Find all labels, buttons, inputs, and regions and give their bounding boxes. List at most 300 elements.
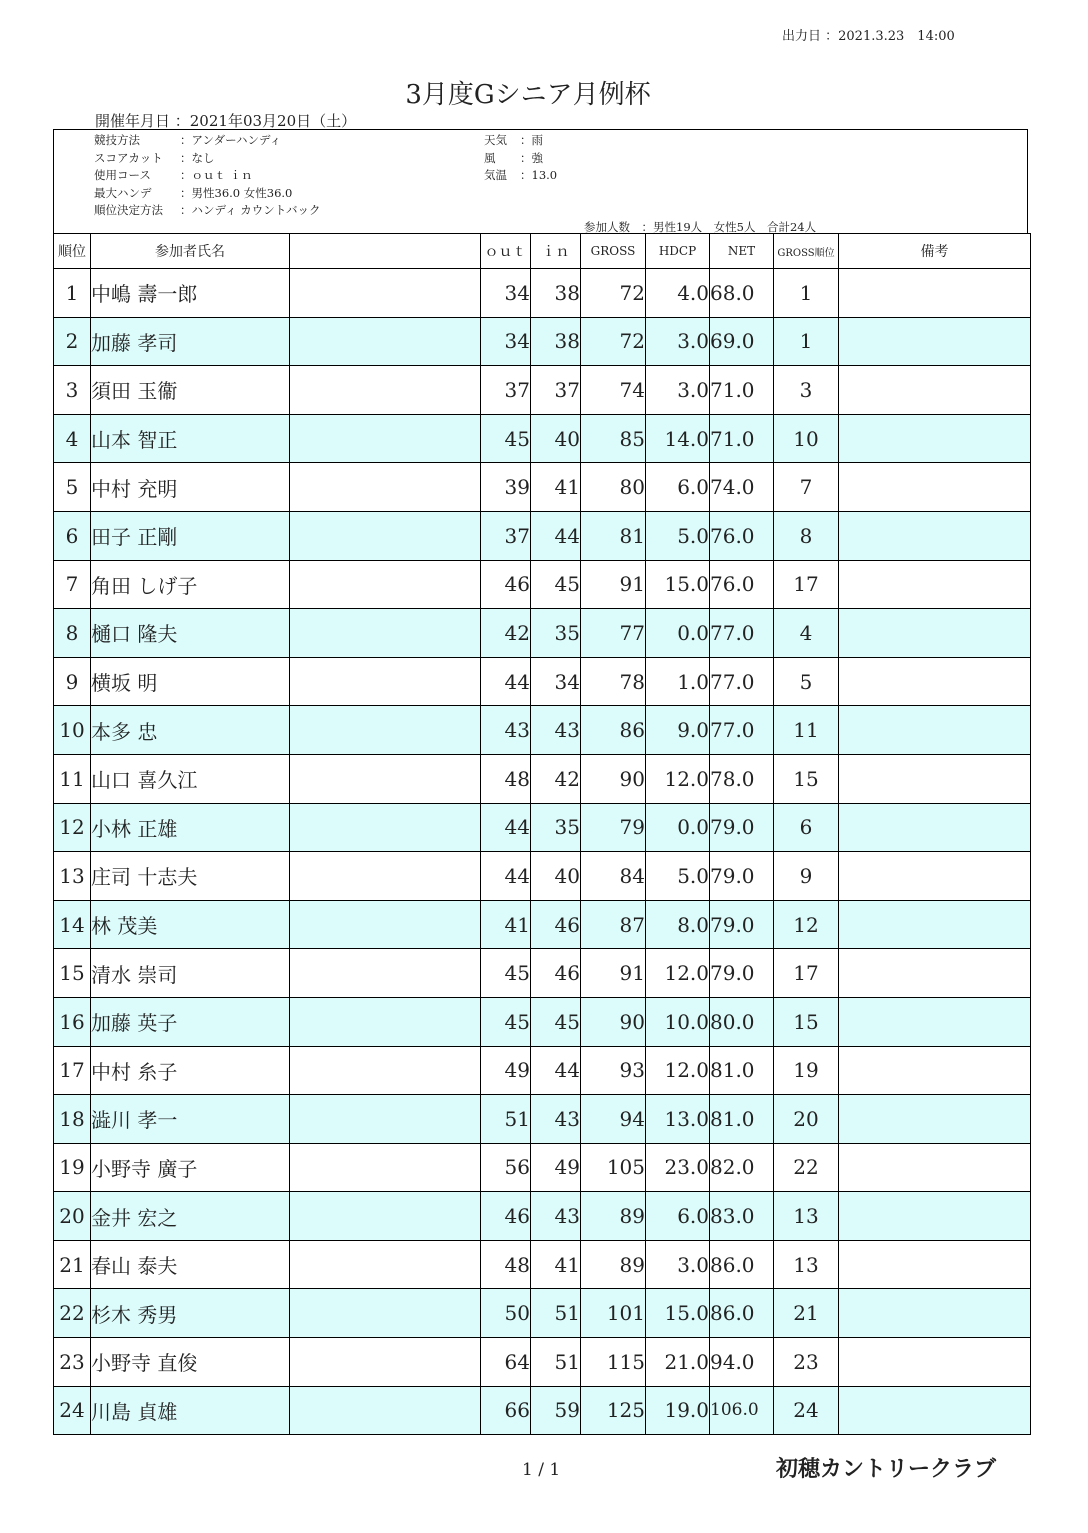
cell-gross-rank: 3	[774, 366, 839, 415]
cell-rank: 18	[54, 1095, 91, 1144]
cell-name: 川島 貞雄	[91, 1386, 290, 1435]
info-right	[484, 132, 557, 185]
cell-net: 76.0	[710, 511, 774, 560]
cell-out: 48	[481, 1240, 531, 1289]
cell-gross-rank: 24	[774, 1386, 839, 1435]
cell-gross: 89	[581, 1240, 646, 1289]
cell-blank	[290, 706, 481, 755]
cell-notes	[839, 852, 1031, 901]
info-row	[484, 167, 557, 185]
cell-in: 44	[531, 511, 581, 560]
cell-hdcp: 15.0	[646, 560, 710, 609]
cell-name: 金井 宏之	[91, 1192, 290, 1241]
cell-out: 43	[481, 706, 531, 755]
cell-gross: 78	[581, 657, 646, 706]
cell-name: 杉木 秀男	[91, 1289, 290, 1338]
cell-net: 77.0	[710, 609, 774, 658]
cell-notes	[839, 366, 1031, 415]
cell-notes	[839, 706, 1031, 755]
col-gross-header: GROSS	[581, 234, 646, 269]
cell-blank	[290, 754, 481, 803]
cell-notes	[839, 949, 1031, 998]
cell-hdcp: 21.0	[646, 1338, 710, 1387]
info-value: ：13.0	[520, 168, 558, 182]
cell-name: 小林 正雄	[91, 803, 290, 852]
table-row	[54, 706, 1031, 755]
table-header-row	[54, 234, 1031, 269]
cell-hdcp: 12.0	[646, 1046, 710, 1095]
cell-name: 清水 崇司	[91, 949, 290, 998]
cell-blank	[290, 997, 481, 1046]
info-row	[94, 202, 321, 220]
competition-info-box	[53, 129, 1028, 233]
cell-notes	[839, 414, 1031, 463]
cell-gross: 101	[581, 1289, 646, 1338]
cell-notes	[839, 463, 1031, 512]
cell-net: 77.0	[710, 657, 774, 706]
info-label: 使用コース	[94, 168, 151, 182]
table-row	[54, 997, 1031, 1046]
cell-gross-rank: 9	[774, 852, 839, 901]
cell-notes	[839, 317, 1031, 366]
cell-hdcp: 6.0	[646, 1192, 710, 1241]
cell-out: 48	[481, 754, 531, 803]
table-row	[54, 511, 1031, 560]
cell-out: 34	[481, 317, 531, 366]
cell-gross: 85	[581, 414, 646, 463]
held-date: 開催年月日 ：2021年03月20日（土）	[95, 112, 357, 130]
info-label: スコアカット	[94, 150, 163, 165]
cell-blank	[290, 1386, 481, 1435]
cell-rank: 17	[54, 1046, 91, 1095]
cell-blank	[290, 1095, 481, 1144]
cell-gross-rank: 7	[774, 463, 839, 512]
cell-blank	[290, 366, 481, 415]
cell-name: 中村 糸子	[91, 1046, 290, 1095]
cell-hdcp: 14.0	[646, 414, 710, 463]
cell-rank: 20	[54, 1192, 91, 1241]
table-row	[54, 1289, 1031, 1338]
info-row	[94, 132, 321, 150]
cell-hdcp: 23.0	[646, 1143, 710, 1192]
cell-notes	[839, 997, 1031, 1046]
cell-gross: 72	[581, 317, 646, 366]
cell-hdcp: 3.0	[646, 317, 710, 366]
cell-gross: 87	[581, 900, 646, 949]
cell-name: 中嶋 壽一郎	[91, 269, 290, 318]
table-row	[54, 949, 1031, 998]
cell-rank: 5	[54, 463, 91, 512]
cell-gross: 72	[581, 269, 646, 318]
cell-in: 40	[531, 414, 581, 463]
club-name: 初穂カントリークラブ	[776, 1457, 997, 1482]
cell-net: 83.0	[710, 1192, 774, 1241]
table-row	[54, 1240, 1031, 1289]
table-row	[54, 1143, 1031, 1192]
cell-rank: 13	[54, 852, 91, 901]
cell-name: 山口 喜久江	[91, 754, 290, 803]
table-row	[54, 803, 1031, 852]
cell-gross: 91	[581, 949, 646, 998]
participant-count: 参加人数 ：男性19人 女性5人 合計24人	[584, 220, 817, 234]
cell-blank	[290, 463, 481, 512]
cell-net: 94.0	[710, 1338, 774, 1387]
cell-in: 45	[531, 997, 581, 1046]
table-row	[54, 1386, 1031, 1435]
cell-name: 横坂 明	[91, 657, 290, 706]
table-row	[54, 900, 1031, 949]
cell-name: 本多 忠	[91, 706, 290, 755]
cell-rank: 2	[54, 317, 91, 366]
table-row	[54, 560, 1031, 609]
table-row	[54, 609, 1031, 658]
cell-out: 50	[481, 1289, 531, 1338]
cell-notes	[839, 269, 1031, 318]
cell-gross-rank: 6	[774, 803, 839, 852]
cell-rank: 15	[54, 949, 91, 998]
info-label: 競技方法	[94, 133, 140, 147]
cell-out: 45	[481, 949, 531, 998]
cell-out: 37	[481, 511, 531, 560]
cell-gross: 80	[581, 463, 646, 512]
cell-blank	[290, 1046, 481, 1095]
cell-out: 45	[481, 414, 531, 463]
info-value: ：男性36.0 女性36.0	[180, 185, 293, 200]
table-row	[54, 366, 1031, 415]
info-row	[94, 167, 321, 185]
cell-gross-rank: 1	[774, 317, 839, 366]
table-row	[54, 414, 1031, 463]
cell-blank	[290, 269, 481, 318]
cell-rank: 24	[54, 1386, 91, 1435]
cell-blank	[290, 1338, 481, 1387]
cell-name: 林 茂美	[91, 900, 290, 949]
cell-gross-rank: 17	[774, 949, 839, 998]
cell-gross-rank: 11	[774, 706, 839, 755]
cell-notes	[839, 1386, 1031, 1435]
col-net-header: NET	[710, 234, 774, 269]
cell-rank: 6	[54, 511, 91, 560]
cell-hdcp: 12.0	[646, 949, 710, 998]
cell-name: 澁川 孝一	[91, 1095, 290, 1144]
cell-rank: 4	[54, 414, 91, 463]
cell-in: 34	[531, 657, 581, 706]
cell-net: 79.0	[710, 852, 774, 901]
cell-name: 庄司 十志夫	[91, 852, 290, 901]
col-in-header: ｉｎ	[531, 234, 581, 269]
cell-gross-rank: 5	[774, 657, 839, 706]
cell-in: 35	[531, 609, 581, 658]
cell-blank	[290, 1192, 481, 1241]
cell-hdcp: 5.0	[646, 511, 710, 560]
cell-gross: 90	[581, 754, 646, 803]
cell-rank: 11	[54, 754, 91, 803]
cell-rank: 9	[54, 657, 91, 706]
cell-net: 81.0	[710, 1046, 774, 1095]
cell-hdcp: 0.0	[646, 609, 710, 658]
cell-gross: 77	[581, 609, 646, 658]
cell-rank: 21	[54, 1240, 91, 1289]
col-hdcp-header: HDCP	[646, 234, 710, 269]
page-number: 1 / 1	[522, 1460, 561, 1480]
cell-rank: 10	[54, 706, 91, 755]
info-value: ：なし	[180, 150, 215, 165]
cell-notes	[839, 511, 1031, 560]
cell-hdcp: 12.0	[646, 754, 710, 803]
cell-name: 山本 智正	[91, 414, 290, 463]
cell-hdcp: 0.0	[646, 803, 710, 852]
cell-notes	[839, 1240, 1031, 1289]
cell-net: 79.0	[710, 803, 774, 852]
cell-gross-rank: 12	[774, 900, 839, 949]
cell-in: 41	[531, 463, 581, 512]
cell-blank	[290, 803, 481, 852]
cell-net: 71.0	[710, 366, 774, 415]
col-blank-header	[290, 234, 481, 269]
cell-gross-rank: 19	[774, 1046, 839, 1095]
cell-net: 79.0	[710, 900, 774, 949]
cell-name: 小野寺 廣子	[91, 1143, 290, 1192]
table-row	[54, 463, 1031, 512]
cell-net: 86.0	[710, 1240, 774, 1289]
table-row	[54, 1338, 1031, 1387]
cell-notes	[839, 1289, 1031, 1338]
cell-rank: 22	[54, 1289, 91, 1338]
cell-gross: 125	[581, 1386, 646, 1435]
cell-hdcp: 10.0	[646, 997, 710, 1046]
cell-gross: 74	[581, 366, 646, 415]
cell-notes	[839, 609, 1031, 658]
cell-net: 79.0	[710, 949, 774, 998]
cell-in: 59	[531, 1386, 581, 1435]
info-label: 順位決定方法	[94, 203, 163, 217]
cell-rank: 8	[54, 609, 91, 658]
cell-name: 須田 玉衞	[91, 366, 290, 415]
col-gross-rank-header: GROSS順位	[774, 234, 839, 269]
cell-gross-rank: 13	[774, 1192, 839, 1241]
cell-in: 51	[531, 1289, 581, 1338]
page-title: 3月度Gシニア月例杯	[405, 80, 651, 110]
col-notes-header: 備考	[839, 234, 1031, 269]
cell-blank	[290, 317, 481, 366]
cell-gross: 105	[581, 1143, 646, 1192]
cell-in: 35	[531, 803, 581, 852]
cell-gross: 84	[581, 852, 646, 901]
cell-in: 46	[531, 949, 581, 998]
cell-gross: 94	[581, 1095, 646, 1144]
cell-name: 加藤 孝司	[91, 317, 290, 366]
cell-net: 77.0	[710, 706, 774, 755]
cell-out: 66	[481, 1386, 531, 1435]
cell-rank: 1	[54, 269, 91, 318]
cell-gross: 90	[581, 997, 646, 1046]
cell-rank: 3	[54, 366, 91, 415]
cell-gross: 93	[581, 1046, 646, 1095]
results-body	[54, 269, 1031, 1435]
cell-gross-rank: 15	[774, 997, 839, 1046]
cell-out: 44	[481, 803, 531, 852]
cell-in: 49	[531, 1143, 581, 1192]
cell-in: 40	[531, 852, 581, 901]
cell-gross-rank: 1	[774, 269, 839, 318]
info-value: ：強	[520, 150, 543, 165]
cell-out: 46	[481, 1192, 531, 1241]
cell-notes	[839, 1095, 1031, 1144]
cell-blank	[290, 511, 481, 560]
cell-net: 81.0	[710, 1095, 774, 1144]
cell-notes	[839, 1192, 1031, 1241]
info-label: 最大ハンデ	[94, 185, 152, 200]
cell-out: 49	[481, 1046, 531, 1095]
output-date: 出力日 ：2021.3.23 14:00	[782, 29, 955, 44]
cell-out: 56	[481, 1143, 531, 1192]
results-table	[53, 233, 1031, 1435]
table-row	[54, 269, 1031, 318]
cell-in: 46	[531, 900, 581, 949]
cell-notes	[839, 900, 1031, 949]
cell-hdcp: 3.0	[646, 366, 710, 415]
table-row	[54, 317, 1031, 366]
cell-notes	[839, 657, 1031, 706]
cell-gross-rank: 13	[774, 1240, 839, 1289]
cell-hdcp: 19.0	[646, 1386, 710, 1435]
cell-blank	[290, 900, 481, 949]
cell-name: 樋口 隆夫	[91, 609, 290, 658]
cell-blank	[290, 1289, 481, 1338]
cell-hdcp: 3.0	[646, 1240, 710, 1289]
info-label: 気温	[484, 168, 507, 182]
table-row	[54, 1095, 1031, 1144]
cell-in: 51	[531, 1338, 581, 1387]
cell-out: 44	[481, 852, 531, 901]
cell-blank	[290, 949, 481, 998]
cell-gross: 86	[581, 706, 646, 755]
cell-hdcp: 8.0	[646, 900, 710, 949]
cell-out: 39	[481, 463, 531, 512]
cell-rank: 14	[54, 900, 91, 949]
cell-gross: 79	[581, 803, 646, 852]
cell-gross-rank: 10	[774, 414, 839, 463]
info-label: 天気	[484, 133, 507, 147]
cell-in: 43	[531, 1095, 581, 1144]
table-row	[54, 852, 1031, 901]
cell-name: 角田 しげ子	[91, 560, 290, 609]
info-row	[484, 132, 557, 150]
cell-notes	[839, 1046, 1031, 1095]
cell-name: 春山 泰夫	[91, 1240, 290, 1289]
cell-notes	[839, 1338, 1031, 1387]
cell-gross-rank: 15	[774, 754, 839, 803]
cell-notes	[839, 803, 1031, 852]
info-value: ：雨	[520, 133, 543, 147]
cell-hdcp: 1.0	[646, 657, 710, 706]
cell-gross-rank: 4	[774, 609, 839, 658]
cell-net: 74.0	[710, 463, 774, 512]
cell-name: 加藤 英子	[91, 997, 290, 1046]
cell-hdcp: 4.0	[646, 269, 710, 318]
info-row	[484, 150, 557, 168]
col-out-header: ｏｕｔ	[481, 234, 531, 269]
col-rank-header: 順位	[54, 234, 91, 269]
cell-out: 45	[481, 997, 531, 1046]
cell-net: 86.0	[710, 1289, 774, 1338]
cell-in: 42	[531, 754, 581, 803]
cell-in: 37	[531, 366, 581, 415]
cell-out: 34	[481, 269, 531, 318]
cell-name: 田子 正剛	[91, 511, 290, 560]
cell-in: 38	[531, 317, 581, 366]
cell-name: 小野寺 直俊	[91, 1338, 290, 1387]
cell-gross: 115	[581, 1338, 646, 1387]
info-row	[94, 150, 321, 168]
cell-hdcp: 15.0	[646, 1289, 710, 1338]
cell-blank	[290, 560, 481, 609]
cell-rank: 19	[54, 1143, 91, 1192]
cell-rank: 23	[54, 1338, 91, 1387]
cell-in: 43	[531, 706, 581, 755]
cell-hdcp: 6.0	[646, 463, 710, 512]
cell-net: 68.0	[710, 269, 774, 318]
cell-net: 106.0	[710, 1386, 774, 1435]
info-value: ：ハンディ カウントバック	[180, 203, 321, 217]
cell-out: 64	[481, 1338, 531, 1387]
cell-gross: 91	[581, 560, 646, 609]
cell-out: 37	[481, 366, 531, 415]
cell-blank	[290, 657, 481, 706]
cell-hdcp: 5.0	[646, 852, 710, 901]
cell-in: 41	[531, 1240, 581, 1289]
cell-blank	[290, 1240, 481, 1289]
cell-net: 71.0	[710, 414, 774, 463]
cell-gross-rank: 22	[774, 1143, 839, 1192]
table-row	[54, 1192, 1031, 1241]
cell-notes	[839, 1143, 1031, 1192]
cell-notes	[839, 560, 1031, 609]
table-row	[54, 754, 1031, 803]
cell-in: 44	[531, 1046, 581, 1095]
cell-out: 41	[481, 900, 531, 949]
cell-out: 46	[481, 560, 531, 609]
cell-blank	[290, 414, 481, 463]
cell-net: 80.0	[710, 997, 774, 1046]
cell-gross: 89	[581, 1192, 646, 1241]
table-row	[54, 1046, 1031, 1095]
cell-out: 51	[481, 1095, 531, 1144]
cell-in: 45	[531, 560, 581, 609]
cell-gross-rank: 23	[774, 1338, 839, 1387]
cell-gross-rank: 20	[774, 1095, 839, 1144]
cell-gross-rank: 8	[774, 511, 839, 560]
cell-in: 43	[531, 1192, 581, 1241]
info-value: ：アンダーハンディ	[180, 133, 282, 147]
cell-net: 76.0	[710, 560, 774, 609]
cell-gross-rank: 21	[774, 1289, 839, 1338]
cell-rank: 7	[54, 560, 91, 609]
table-row	[54, 657, 1031, 706]
cell-out: 44	[481, 657, 531, 706]
cell-name: 中村 充明	[91, 463, 290, 512]
info-row	[94, 185, 321, 203]
cell-net: 82.0	[710, 1143, 774, 1192]
cell-rank: 16	[54, 997, 91, 1046]
cell-rank: 12	[54, 803, 91, 852]
cell-blank	[290, 1143, 481, 1192]
info-value: ：ｏｕｔ ｉｎ	[180, 168, 253, 182]
cell-blank	[290, 852, 481, 901]
info-label: 風	[484, 150, 496, 165]
cell-blank	[290, 609, 481, 658]
cell-gross: 81	[581, 511, 646, 560]
